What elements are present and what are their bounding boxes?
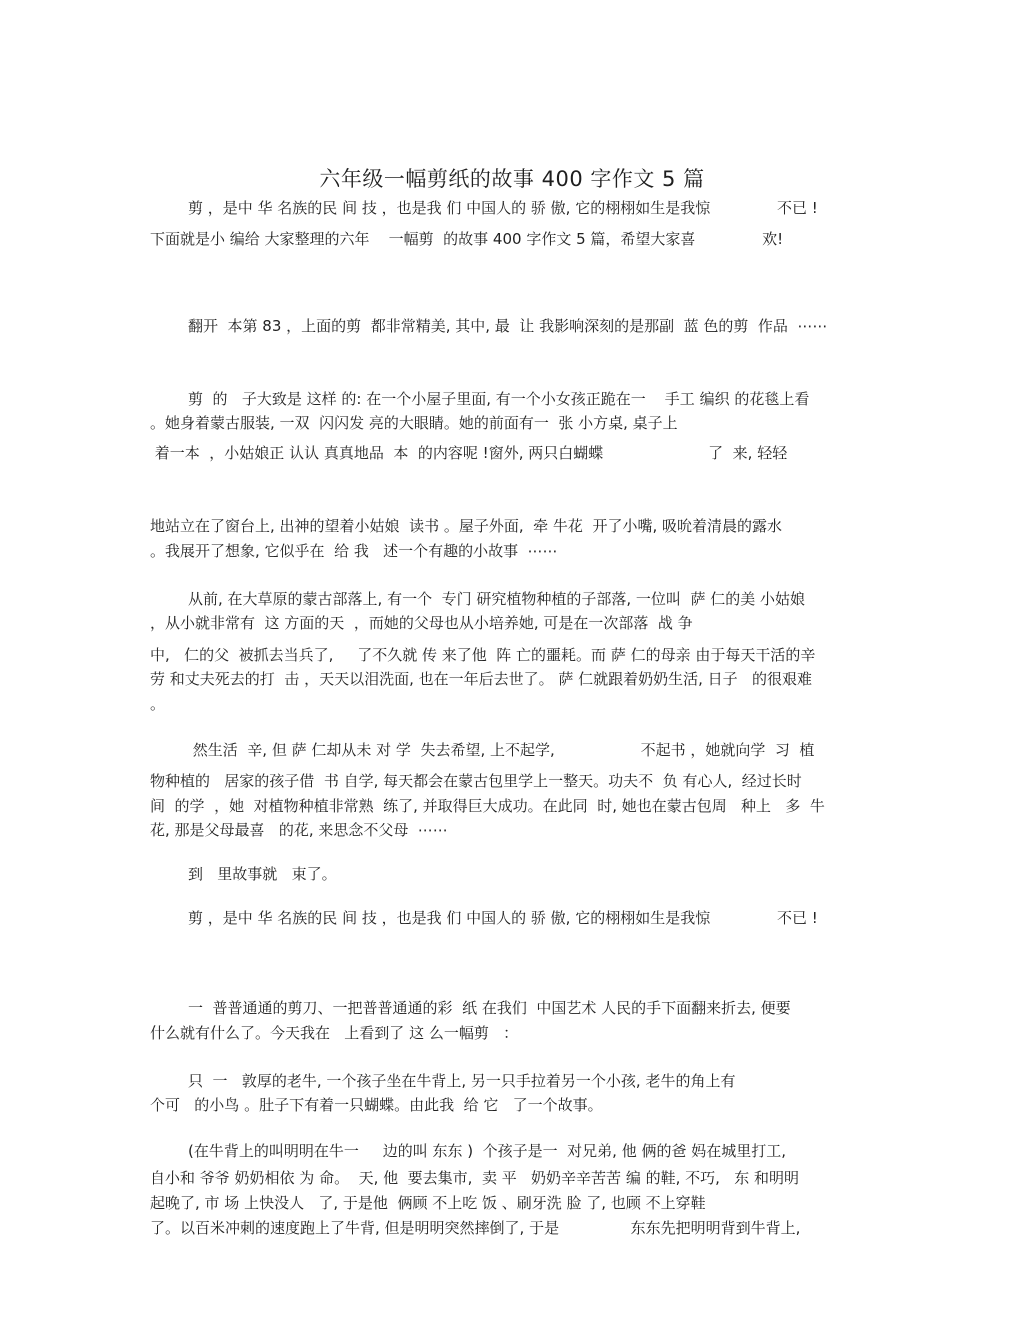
paragraph-line: 然生活 辛, 但 萨 仁却从未 对 学 失去希望, 上不起学, 不起书 ，她就向学 习 植 [188, 741, 815, 759]
paragraph-line: 间 的学 ，她 对植物种植非常熟 练了, 并取得巨大成功。在此同 时, 她也在蒙古包周 种上 多 牛 [150, 797, 825, 815]
paragraph-line: ，从小就非常有 这 方面的天 ，而她的父母也从小培养她, 可是在一次部落 战 争 [150, 614, 693, 632]
paragraph-line: 一 普普通通的剪刀、一把普普通通的彩 纸 在我们 中国艺术 人民的手下面翻来折去, 便要 [188, 999, 791, 1017]
paragraph-line: 着一本 ，小姑娘正 认认 真真地品 本 的内容呢 !窗外, 两只白蝴蝶 了 来, 轻轻 [150, 444, 788, 462]
paragraph-line: 物种植的 居家的孩子借 书 自学, 每天都会在蒙古包里学上一整天。功夫不 负 有心人, 经过长时 [150, 772, 802, 790]
paragraph-line: 中, 仁的父 被抓去当兵了, 了不久就 传 来了他 阵 亡的噩耗。而 萨 仁的母亲 由于每天干活的辛 [150, 646, 816, 664]
paragraph-line: 。我展开了想象, 它似乎在 给 我 述一个有趣的小故事 ⋯⋯ [150, 542, 558, 560]
paragraph-line: 了。以百米冲刺的速度跑上了牛背, 但是明明突然摔倒了, 于是 东东先把明明背到牛背上, [150, 1219, 801, 1237]
paragraph-line: 起晚了, 市 场 上快没人 了, 于是他 俩顾 不上吃 饭 、刷牙洗 脸 了, 也顾 不上穿鞋 [150, 1194, 706, 1212]
paragraph-line: 地站立在了窗台上, 出神的望着小姑娘 读书 。屋子外面, 牵 牛花 开了小嘴, 吸吮着清晨的露水 [150, 517, 782, 535]
paragraph-line: 下面就是小 编给 大家整理的六年 一幅剪 的故事 400 字作文 5 篇，希望大家喜 欢! [150, 230, 784, 248]
paragraph-line: 什么就有什么了。今天我在 上看到了 这 么一幅剪 ： [150, 1024, 519, 1042]
paragraph-line: 翻开 本第 83 ，上面的剪 都非常精美, 其中, 最 让 我影响深刻的是那副 蓝 色的剪 作品 ⋯⋯ [188, 317, 828, 335]
document-title: 六年级一幅剪纸的故事 400 字作文 5 篇 [319, 167, 705, 191]
paragraph-line: 个可 的小鸟 。肚子下有着一只蝴蝶。由此我 给 它 了一个故事。 [150, 1096, 603, 1114]
paragraph-line: 花, 那是父母最喜 的花, 来思念不父母 ⋯⋯ [150, 821, 448, 839]
paragraph-line: 。她身着蒙古服装, 一双 闪闪发 亮的大眼睛。她的前面有一 张 小方桌, 桌子上 [150, 414, 678, 432]
paragraph-line: (在牛背上的叫明明在牛一 边的叫 东东 ) 个孩子是一 对兄弟, 他 俩的爸 妈在城里打工, [188, 1142, 786, 1160]
paragraph-line: 劳 和丈夫死去的打 击 ，天天以泪洗面, 也在一年后去世了。 萨 仁就跟着奶奶生活, 日子 的很艰难 [150, 670, 812, 688]
paragraph-line: 剪 ，是中 华 名族的民 间 技 ，也是我 们 中国人的 骄 傲, 它的栩栩如生是我惊 不已 ! [188, 199, 818, 217]
paragraph-line: 从前, 在大草原的蒙古部落上, 有一个 专门 研究植物种植的子部落, 一位叫 萨 仁的美 小姑娘 [188, 590, 805, 608]
paragraph-line: 。 [150, 695, 166, 713]
paragraph-line: 自小和 爷爷 奶奶相依 为 命。 天, 他 要去集市, 卖 平 奶奶辛辛苦苦 编 的鞋, 不巧, 东 和明明 [150, 1169, 799, 1187]
paragraph-line: 剪 ，是中 华 名族的民 间 技 ，也是我 们 中国人的 骄 傲, 它的栩栩如生是我惊 不已 ! [188, 909, 818, 927]
paragraph-line: 到 里故事就 束了。 [188, 865, 337, 883]
paragraph-line: 剪 的 子大致是 这样 的: 在一个小屋子里面, 有一个小女孩正跪在一 手工 编织 的花毯上看 [188, 390, 810, 408]
paragraph-line: 只 一 敦厚的老牛, 一个孩子坐在牛背上, 另一只手拉着另一个小孩, 老牛的角上有 [188, 1072, 736, 1090]
